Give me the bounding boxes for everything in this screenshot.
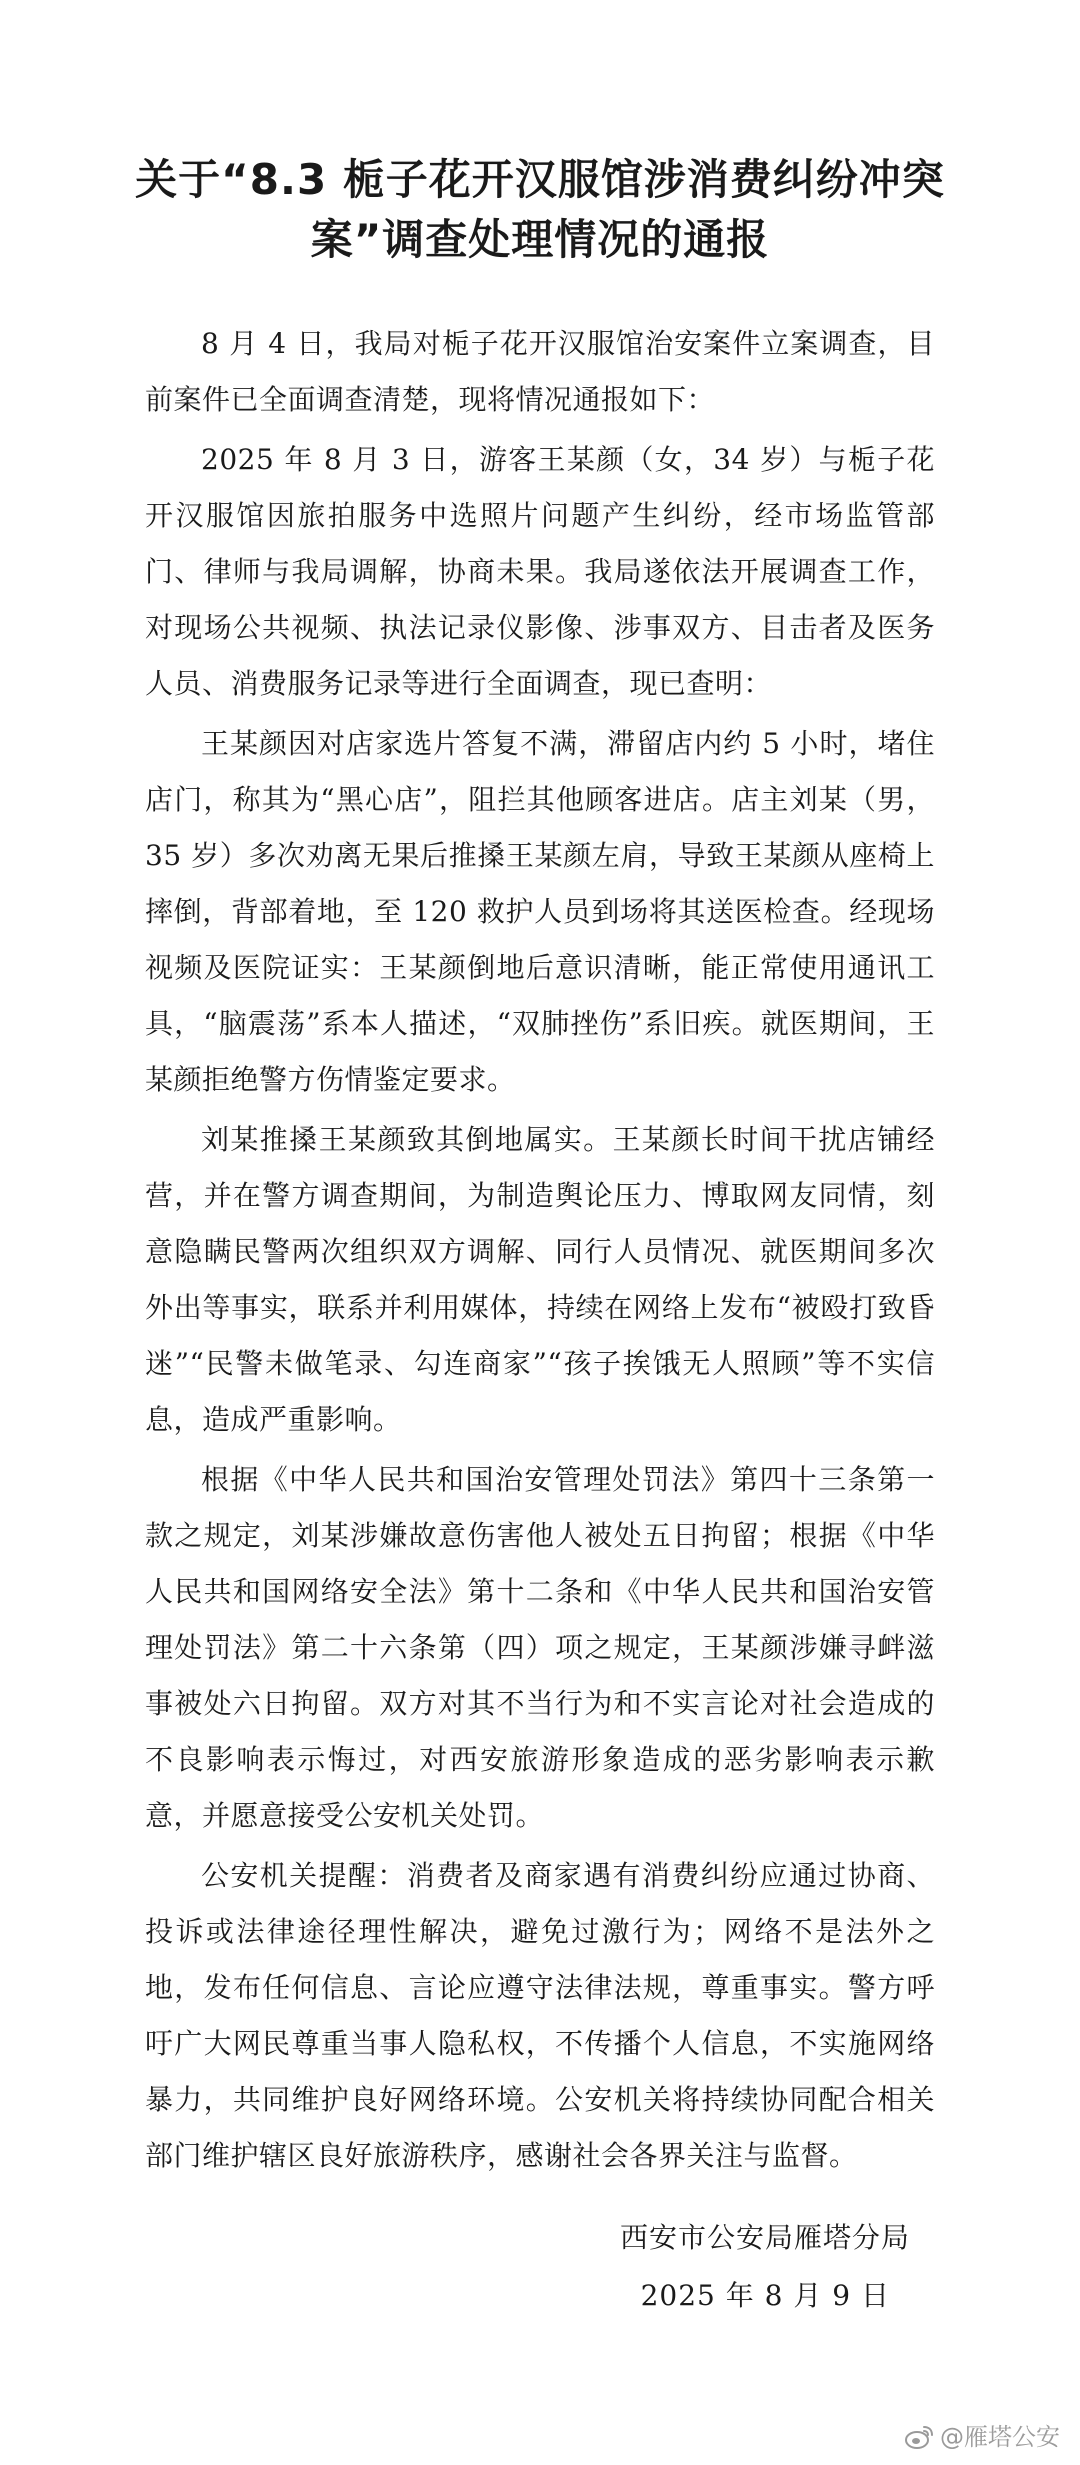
- paragraph-penalty: 根据《中华人民共和国治安管理处罚法》第四十三条第一款之规定，刘某涉嫌故意伤害他人被处五日拘留；根据《中华人民共和国网络安全法》第十二条和《中华人民共和国治安管理处罚法》第二十六条第（四）项之规定，王某颜涉嫌寻衅滋事被处六日拘留。双方对其不当行为和不实言论对社会造成的不良影响表示悔过，对西安旅游形象造成的恶劣影响表示歉意，并愿意接受公安机关处罚。: [145, 1463, 935, 1832]
- document-title: [120, 150, 960, 270]
- document-body: [145, 316, 935, 2188]
- signature-organization: 西安市公安局雁塔分局: [619, 2221, 910, 2254]
- paragraph-findings: 王某颜因对店家选片答复不满，滞留店内约 5 小时，堵住店门，称其为“黑心店”，阻拦其他顾客进店。店主刘某（男，35 岁）多次劝离无果后推搡王某颜左肩，导致王某颜从座椅上摔倒，背部着地，至 120 救护人员到场将其送医检查。经现场视频及医院证实：王某颜倒地后意识清晰，能正常使用通讯工具，“脑震荡”系本人描述，“双肺挫伤”系旧疾。就医期间，王某颜拒绝警方伤情鉴定要求。: [145, 727, 935, 1096]
- weibo-watermark: [904, 2422, 1060, 2452]
- title-line-2: 案”调查处理情况的通报: [310, 215, 770, 264]
- paragraph-false-info: 刘某推搡王某颜致其倒地属实。王某颜长时间干扰店铺经营，并在警方调查期间，为制造舆论压力、博取网友同情，刻意隐瞒民警两次组织双方调解、同行人员情况、就医期间多次外出等事实，联系并利用媒体，持续在网络上发布“被殴打致昏迷”“民警未做笔录、勾连商家”“孩子挨饿无人照顾”等不实信息，造成严重影响。: [145, 1123, 935, 1436]
- paragraph-reminder: 公安机关提醒：消费者及商家遇有消费纠纷应通过协商、投诉或法律途径理性解决，避免过激行为；网络不是法外之地，发布任何信息、言论应遵守法律法规，尊重事实。警方呼吁广大网民尊重当事人隐私权，不传播个人信息，不实施网络暴力，共同维护良好网络环境。公安机关将持续协同配合相关部门维护辖区良好旅游秩序，感谢社会各界关注与监督。: [145, 1859, 935, 2172]
- weibo-icon: [904, 2424, 934, 2450]
- paragraph-background: 2025 年 8 月 3 日，游客王某颜（女，34 岁）与栀子花开汉服馆因旅拍服务中选照片问题产生纠纷，经市场监管部门、律师与我局调解，协商未果。我局遂依法开展调查工作，对现场公共视频、执法记录仪影像、涉事双方、目击者及医务人员、消费服务记录等进行全面调查，现已查明：: [145, 443, 935, 700]
- watermark-text: @雁塔公安: [940, 2423, 1060, 2451]
- title-line-1: 关于“8.3 栀子花开汉服馆涉消费纠纷冲突: [135, 155, 945, 204]
- paragraph-intro: 8 月 4 日，我局对栀子花开汉服馆治安案件立案调查，目前案件已全面调查清楚，现将情况通报如下：: [145, 327, 935, 416]
- signature-date: 2025 年 8 月 9 日: [640, 2279, 890, 2312]
